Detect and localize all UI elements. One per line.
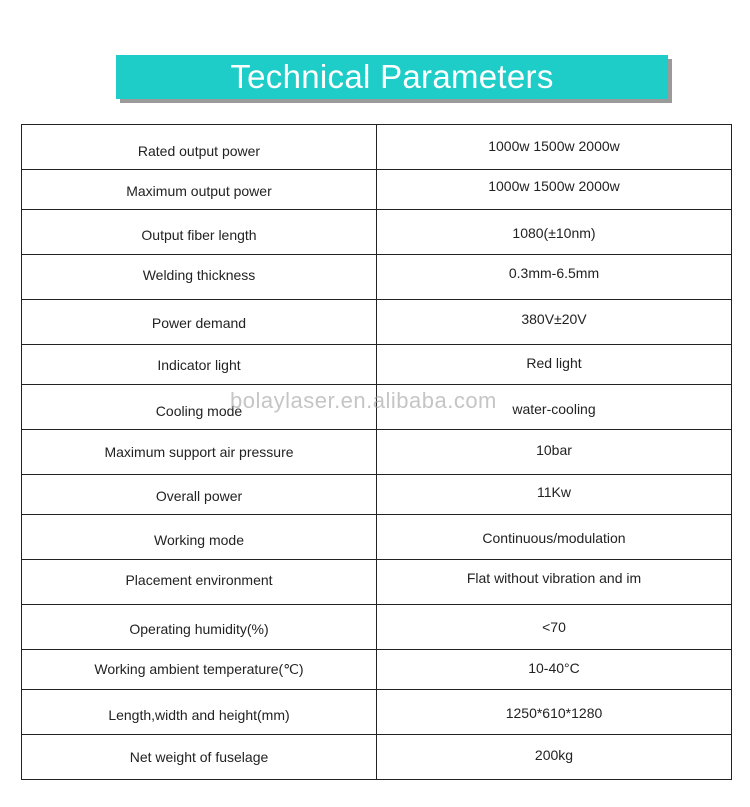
param-value: 11Kw	[377, 475, 732, 515]
page-title: Technical Parameters	[230, 58, 554, 95]
param-label: Operating humidity(%)	[22, 605, 377, 650]
param-value: water-cooling	[377, 385, 732, 430]
param-label: Net weight of fuselage	[22, 735, 377, 780]
param-label: Working mode	[22, 515, 377, 560]
param-value: 10-40°C	[377, 650, 732, 690]
param-label: Rated output power	[22, 125, 377, 170]
param-value: Flat without vibration and im	[377, 560, 732, 605]
param-label: Placement environment	[22, 560, 377, 605]
param-label: Length,width and height(mm)	[22, 690, 377, 735]
param-value: 1080(±10nm)	[377, 210, 732, 255]
param-label: Overall power	[22, 475, 377, 515]
param-value: 0.3mm-6.5mm	[377, 255, 732, 300]
param-value: 1250*610*1280	[377, 690, 732, 735]
param-value: 1000w 1500w 2000w	[377, 170, 732, 210]
param-label: Output fiber length	[22, 210, 377, 255]
table-row	[22, 385, 732, 430]
param-label: Indicator light	[22, 345, 377, 385]
param-value: 380V±20V	[377, 300, 732, 345]
param-value: Red light	[377, 345, 732, 385]
table-row	[22, 255, 732, 300]
table-row	[22, 605, 732, 650]
param-value: 200kg	[377, 735, 732, 780]
param-label: Maximum output power	[22, 170, 377, 210]
table-row	[22, 475, 732, 515]
param-label: Maximum support air pressure	[22, 430, 377, 475]
table-row	[22, 690, 732, 735]
table-row	[22, 300, 732, 345]
table-row	[22, 515, 732, 560]
table-row	[22, 735, 732, 780]
table-row	[22, 430, 732, 475]
param-label: Cooling mode	[22, 385, 377, 430]
watermark: bolaylaser.en.alibaba.com	[230, 388, 497, 413]
param-value: <70	[377, 605, 732, 650]
table-row	[22, 650, 732, 690]
title-banner	[116, 55, 668, 99]
param-value: 1000w 1500w 2000w	[377, 125, 732, 170]
table-row	[22, 170, 732, 210]
param-value: 10bar	[377, 430, 732, 475]
param-label: Working ambient temperature(℃)	[22, 650, 377, 690]
table-row	[22, 345, 732, 385]
table-row	[22, 125, 732, 170]
table-row	[22, 560, 732, 605]
technical-parameters-table	[21, 124, 732, 780]
param-label: Welding thickness	[22, 255, 377, 300]
table-row	[22, 210, 732, 255]
param-value: Continuous/modulation	[377, 515, 732, 560]
param-label: Power demand	[22, 300, 377, 345]
